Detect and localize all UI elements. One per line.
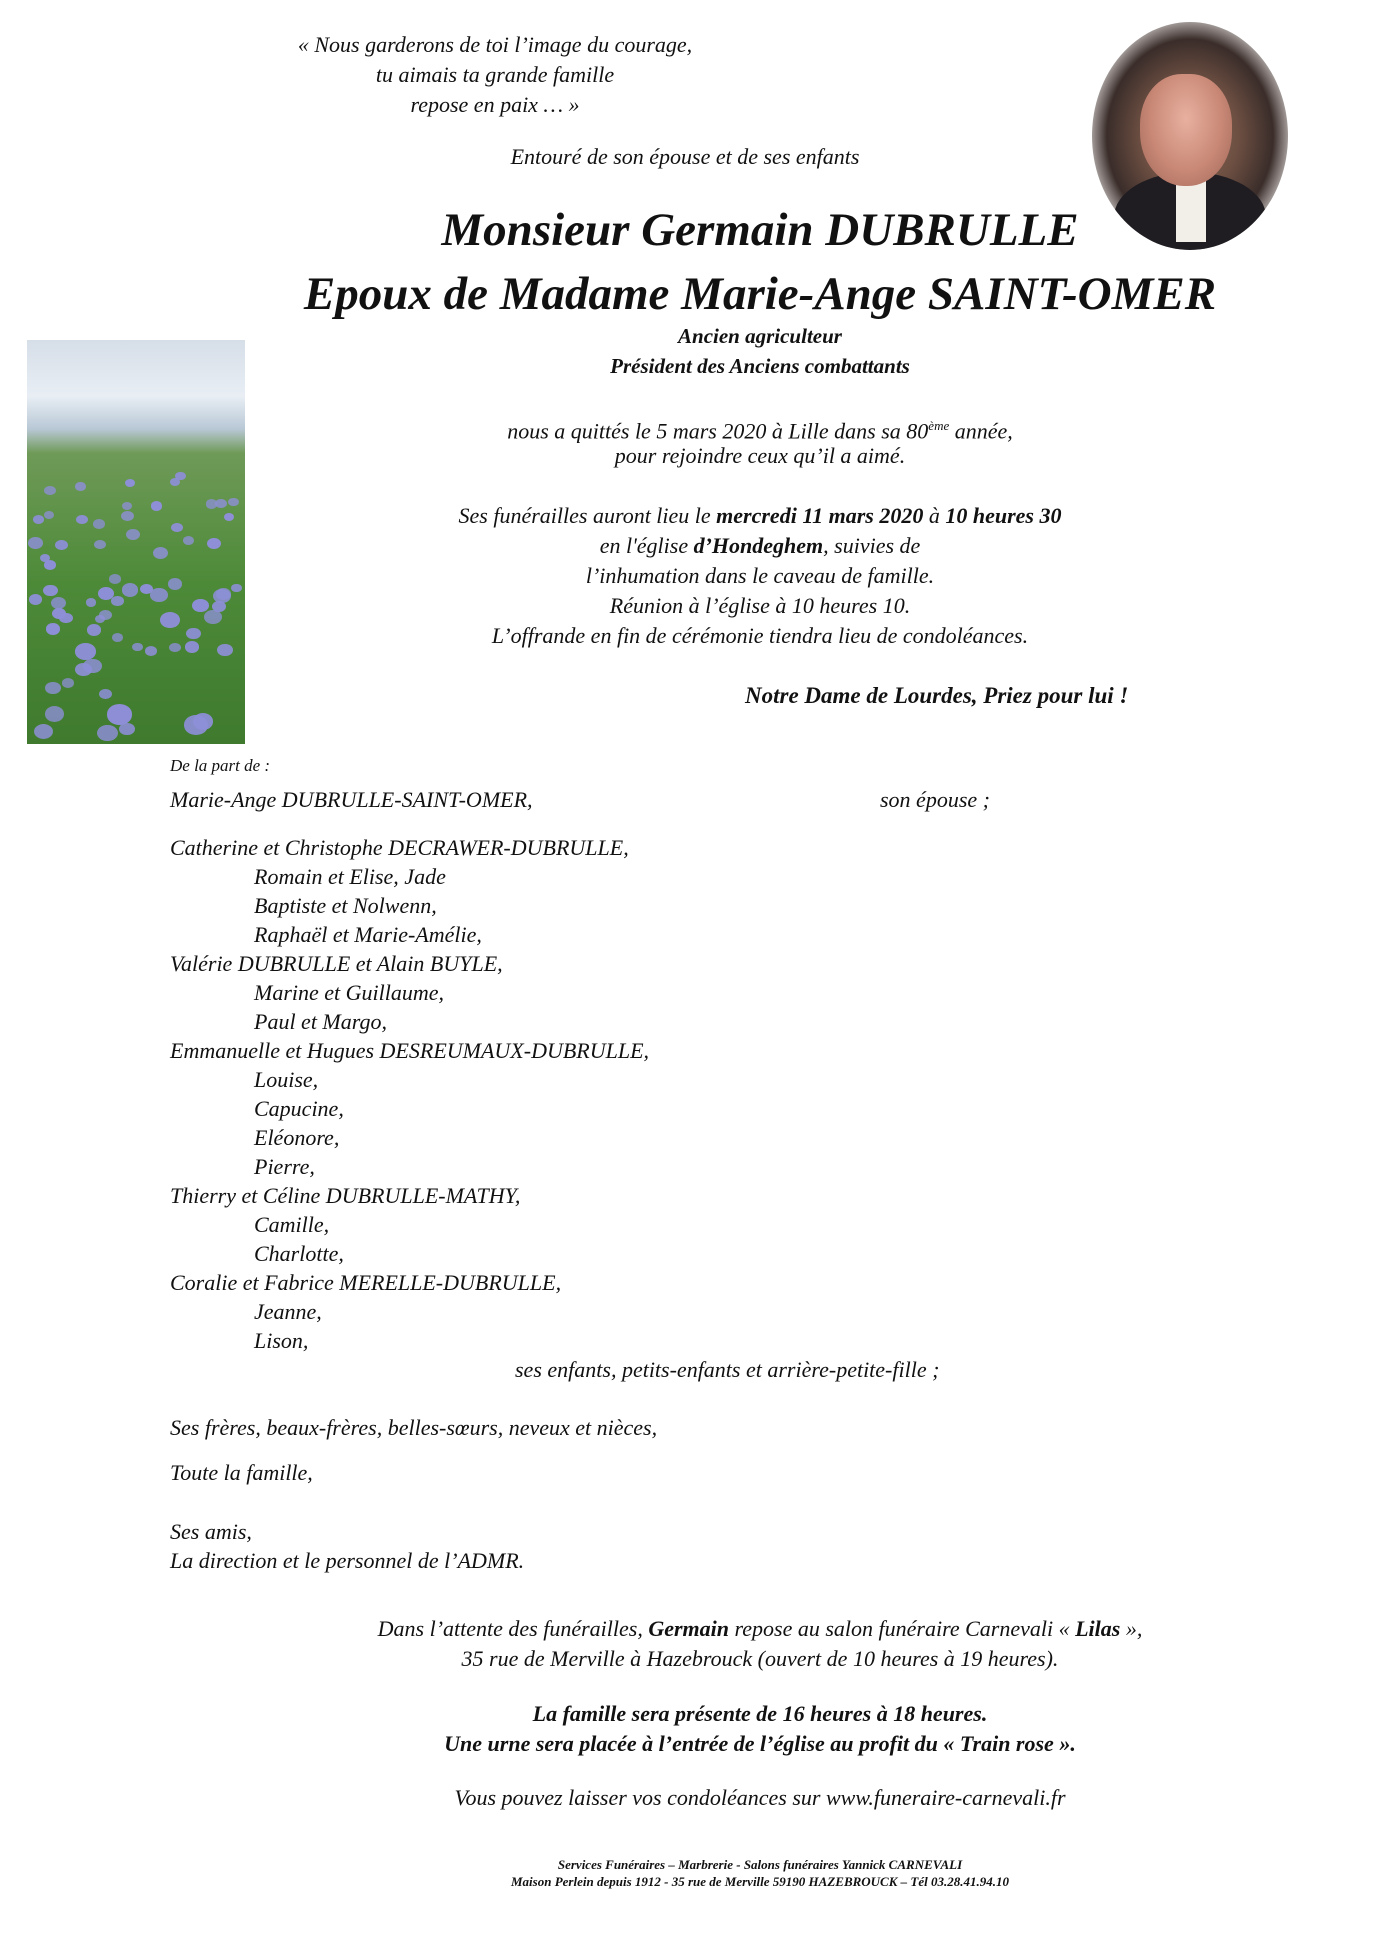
flower-blossom	[171, 523, 183, 532]
list-item: Valérie DUBRULLE et Alain BUYLE,	[170, 951, 503, 976]
list-item: Paul et Margo,	[254, 1009, 387, 1034]
flower-blossom	[183, 536, 194, 545]
funeral-date: mercredi 11 mars 2020	[716, 503, 924, 528]
flower-blossom	[175, 472, 185, 480]
list-item: Lison,	[254, 1328, 309, 1353]
burial-line: l’inhumation dans le caveau de famille.	[585, 563, 935, 588]
list-item: Capucine,	[254, 1096, 344, 1121]
list-item: Louise,	[254, 1067, 319, 1092]
flower-blossom	[125, 479, 135, 487]
condolences-line: Vous pouvez laisser vos condoléances sur www.funeraire-carnevali.fr	[454, 1785, 1066, 1810]
list-item: Raphaël et Marie-Amélie,	[254, 922, 482, 947]
flower-blossom	[34, 724, 53, 739]
staff-line: La direction et le personnel de l’ADMR.	[170, 1548, 525, 1573]
closing-text: Dans l’attente des funérailles,	[377, 1616, 649, 1641]
flower-blossom	[193, 713, 213, 729]
friends-line: Ses amis,	[170, 1519, 252, 1544]
urn-line: Une urne sera placée à l’entrée de l’église au profit du « Train rose ».	[444, 1731, 1076, 1756]
flower-blossom	[206, 499, 218, 508]
funeral-church-line	[300, 532, 1220, 560]
funeral-time: 10 heures 30	[945, 503, 1062, 528]
flower-blossom	[122, 502, 133, 510]
spouse-title: Epoux de Madame Marie-Ange SAINT-OMER	[303, 268, 1217, 320]
flower-blossom	[86, 598, 96, 606]
rest-location-line	[200, 1615, 1320, 1643]
closing-text: »,	[1120, 1616, 1143, 1641]
flower-blossom	[160, 612, 180, 628]
flower-blossom	[150, 588, 167, 602]
flower-blossom	[145, 646, 157, 656]
flower-blossom	[107, 704, 132, 724]
epitaph-quote	[230, 30, 760, 120]
quote-line: repose en paix … »	[410, 92, 580, 117]
flower-blossom	[75, 663, 91, 676]
flower-blossom	[29, 594, 43, 605]
children-relation: ses enfants, petits-enfants et arrière-petite-fille ;	[515, 1357, 940, 1382]
flower-blossom	[33, 515, 44, 524]
flower-blossom	[93, 519, 105, 529]
deceased-name: Monsieur Germain DUBRULLE	[441, 204, 1079, 256]
spouse-name: Marie-Ange DUBRULLE-SAINT-OMER,	[170, 787, 533, 812]
flower-blossom	[52, 608, 66, 619]
funeral-line	[300, 502, 1220, 530]
offering-line: L’offrande en fin de cérémonie tiendra lieu de condoléances.	[491, 623, 1029, 648]
flower-blossom	[45, 706, 64, 721]
list-item: Charlotte,	[254, 1241, 344, 1266]
flower-blossom	[186, 628, 200, 639]
role-line: Président des Anciens combattants	[610, 354, 910, 378]
flower-blossom	[97, 725, 118, 741]
list-item: Baptiste et Nolwenn,	[254, 893, 437, 918]
flower-blossom	[44, 486, 55, 495]
flower-blossom	[43, 585, 57, 596]
flower-blossom	[76, 515, 88, 525]
funeral-text: , suivies de	[823, 533, 921, 558]
passed-text: nous a quittés le 5 mars 2020 à Lille dans sa 80	[507, 418, 929, 444]
role-line: Ancien agriculteur	[678, 324, 842, 348]
prayer-line: Notre Dame de Lourdes, Priez pour lui !	[745, 683, 1129, 708]
funeral-place: d’Hondeghem	[693, 533, 824, 558]
flower-blossom	[99, 689, 112, 699]
flower-blossom	[192, 599, 208, 612]
list-item: Marine et Guillaume,	[254, 980, 445, 1005]
flower-blossom	[151, 501, 163, 510]
siblings-line: Ses frères, beaux-frères, belles-sœurs, neveux et nièces,	[170, 1415, 658, 1440]
flower-field-image	[27, 340, 245, 744]
quote-line: « Nous garderons de toi l’image du courage,	[297, 32, 693, 57]
list-item: Pierre,	[254, 1154, 315, 1179]
footer-address: Maison Perlein depuis 1912 - 35 rue de Merville 59190 HAZEBROUCK – Tél 03.28.41.94.10	[511, 1874, 1009, 1889]
footer-services: Services Funéraires – Marbrerie - Salons funéraires Yannick CARNEVALI	[557, 1857, 963, 1872]
funeral-text: en l'église	[599, 533, 694, 558]
list-item: Jeanne,	[254, 1299, 322, 1324]
meeting-line: Réunion à l’église à 10 heures 10.	[609, 593, 911, 618]
passed-text-end: année,	[949, 418, 1013, 444]
family-line: Toute la famille,	[170, 1460, 313, 1485]
flower-blossom	[44, 511, 54, 519]
first-name: Germain	[648, 1616, 730, 1641]
spouse-relation: son épouse ;	[880, 787, 990, 812]
surrounded-line: Entouré de son épouse et de ses enfants	[510, 144, 860, 169]
flower-blossom	[168, 578, 182, 589]
family-presence-line: La famille sera présente de 16 heures à 18 heures.	[532, 1701, 988, 1726]
flower-blossom	[217, 644, 233, 657]
list-item: Romain et Elise, Jade	[254, 864, 446, 889]
flower-blossom	[231, 584, 242, 592]
flower-blossom	[122, 583, 139, 596]
flower-blossom	[153, 547, 168, 559]
portrait-face	[1140, 74, 1232, 186]
quote-line: tu aimais ta grande famille	[375, 62, 615, 87]
flower-blossom	[45, 682, 61, 695]
flower-blossom	[94, 540, 106, 549]
flower-blossom	[55, 540, 68, 550]
flower-blossom	[75, 643, 95, 659]
salon-name: Lilas	[1075, 1616, 1121, 1641]
flower-blossom	[121, 511, 134, 521]
flower-blossom	[111, 596, 123, 606]
flower-blossom	[228, 498, 239, 507]
salon-address-line: 35 rue de Merville à Hazebrouck (ouvert de 10 heures à 19 heures).	[461, 1646, 1059, 1671]
flower-blossom	[28, 537, 43, 549]
funeral-text: Ses funérailles auront lieu le	[458, 503, 717, 528]
flower-blossom	[207, 538, 221, 549]
funeral-text: à	[923, 503, 946, 528]
flower-blossom	[132, 643, 143, 652]
flower-blossom	[185, 641, 200, 653]
flower-blossom	[99, 610, 112, 620]
flower-blossom	[109, 574, 121, 583]
flower-blossom	[169, 643, 181, 652]
flower-blossom	[112, 633, 123, 642]
list-item: Coralie et Fabrice MERELLE-DUBRULLE,	[170, 1270, 562, 1295]
flower-blossom	[204, 610, 222, 624]
list-item: Eléonore,	[254, 1125, 340, 1150]
list-item: Catherine et Christophe DECRAWER-DUBRULLE,	[170, 835, 629, 860]
flower-blossom	[224, 513, 234, 521]
flower-blossom	[126, 529, 140, 540]
list-item: Camille,	[254, 1212, 330, 1237]
flower-blossom	[75, 482, 85, 490]
passed-line	[300, 412, 1220, 445]
flower-blossom	[212, 601, 226, 612]
list-item: Emmanuelle et Hugues DESREUMAUX-DUBRULLE,	[170, 1038, 650, 1063]
flower-blossom	[46, 623, 61, 635]
closing-text: repose au salon funéraire Carnevali «	[729, 1616, 1076, 1641]
flower-blossom	[216, 588, 231, 600]
list-item: Thierry et Céline DUBRULLE-MATHY,	[170, 1183, 521, 1208]
from-label: De la part de :	[170, 756, 271, 775]
flower-blossom	[62, 678, 74, 688]
ordinal-suffix: ème	[928, 418, 950, 433]
flower-blossom	[119, 723, 135, 735]
flower-blossom	[87, 624, 101, 635]
passed-line-2: pour rejoindre ceux qu’il a aimé.	[614, 443, 906, 468]
